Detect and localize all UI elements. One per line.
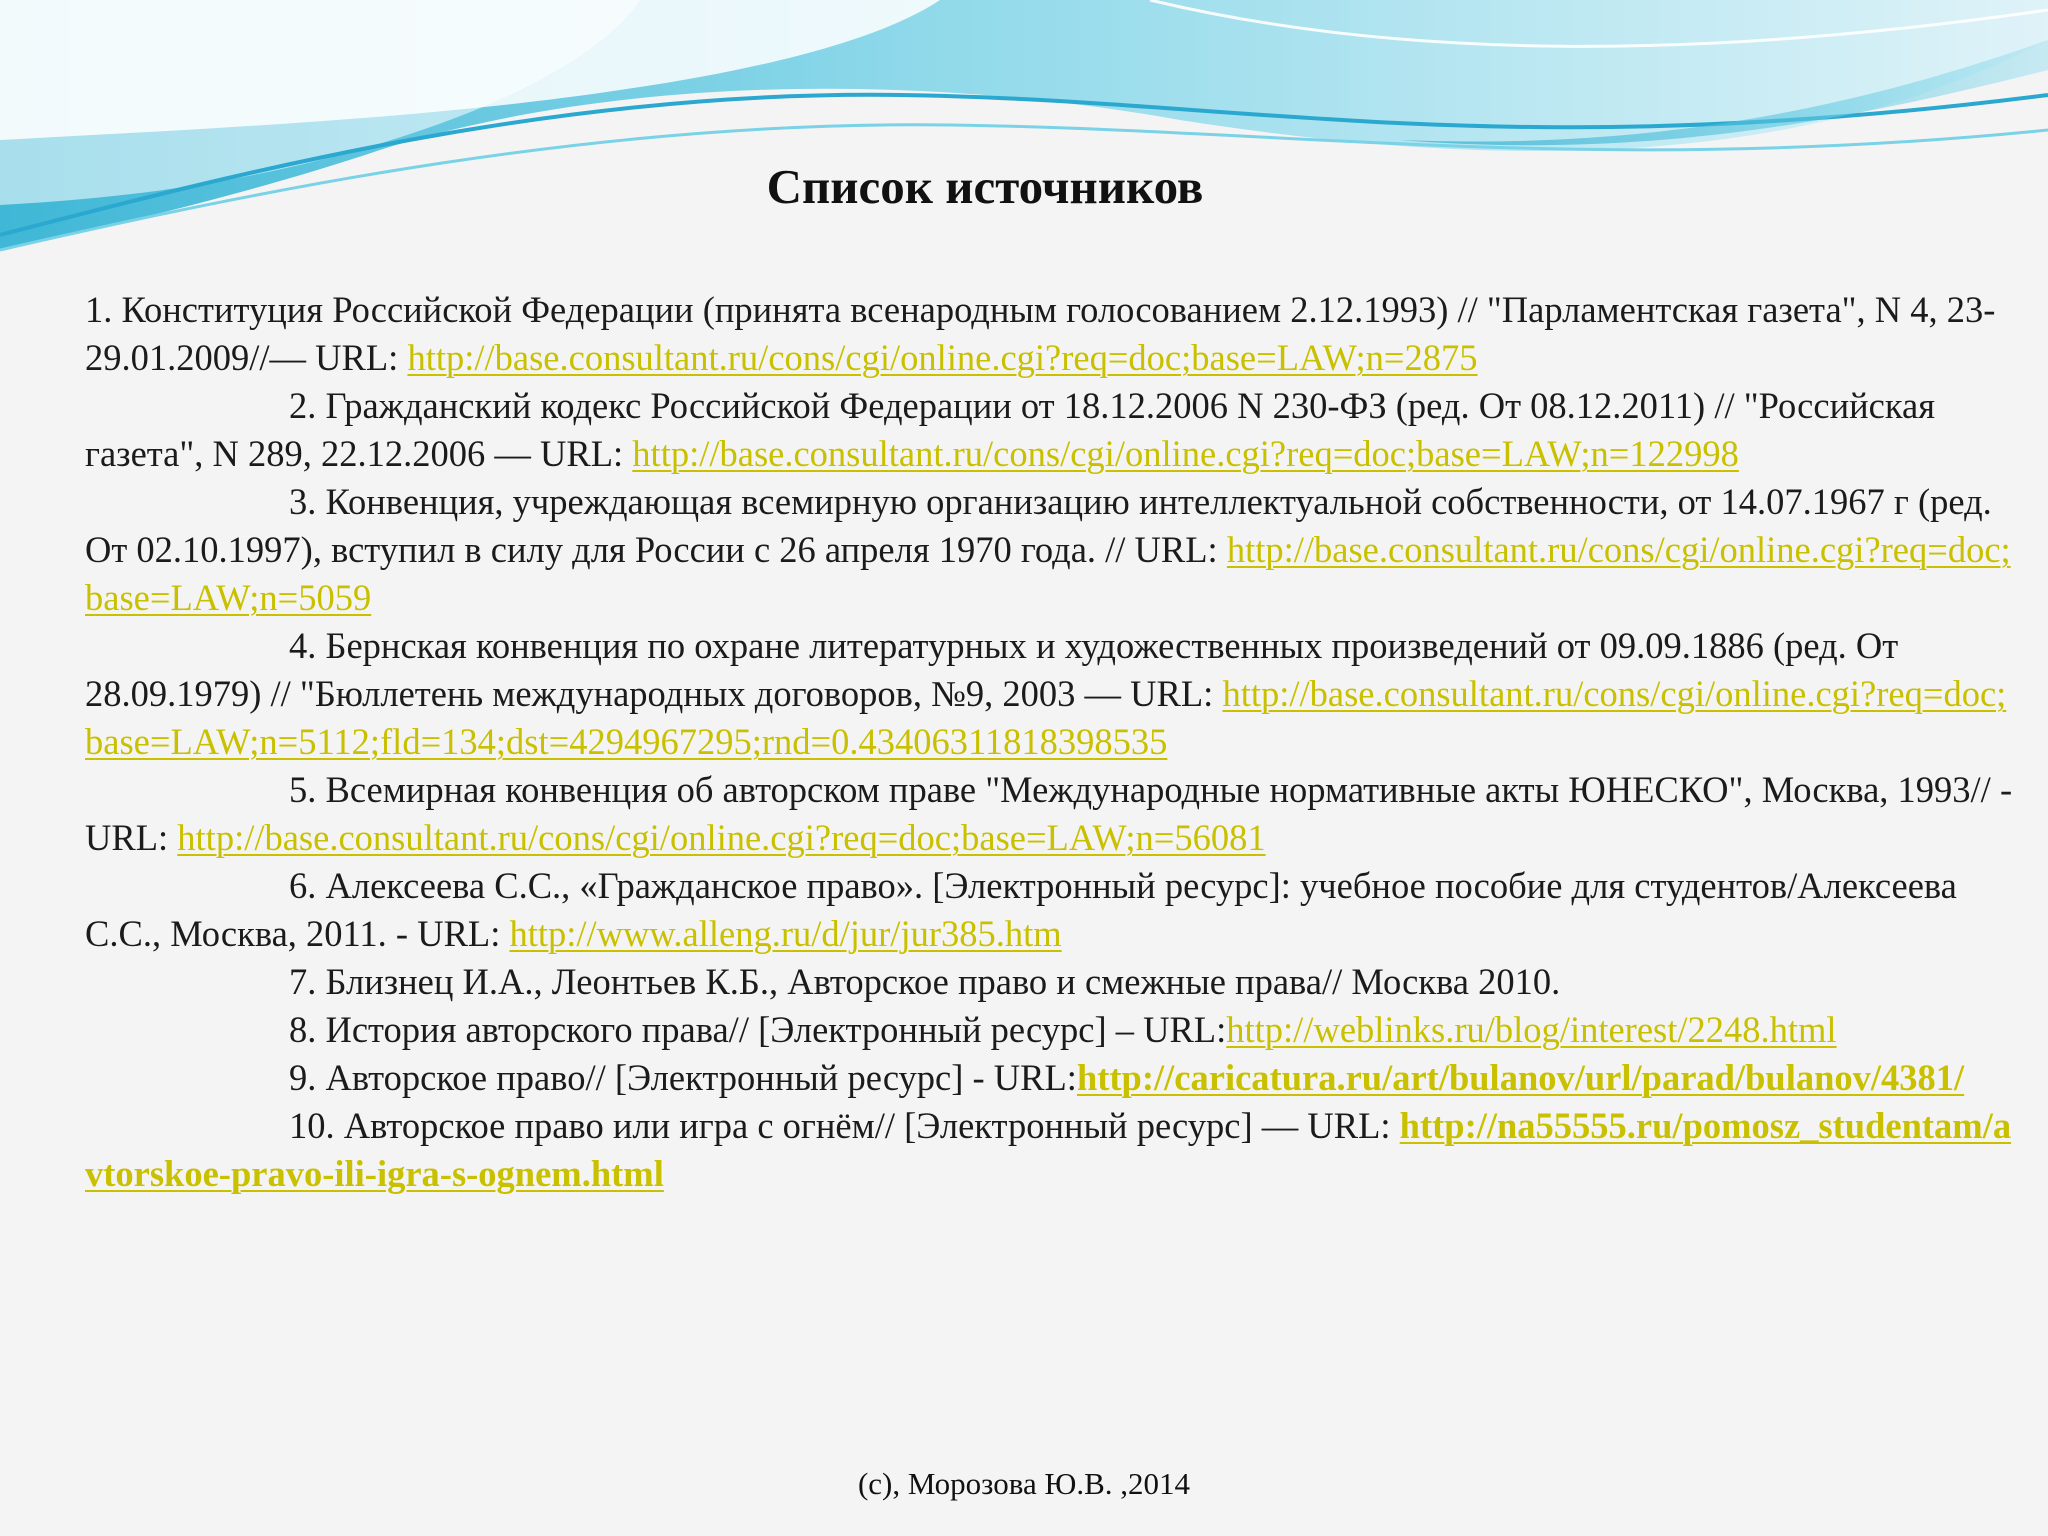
source-text: 8. История авторского права// [Электронный ресурс] – URL: bbox=[289, 1009, 1227, 1050]
source-entry-2 bbox=[85, 382, 2015, 478]
source-text: 3. Конвенция, учреждающая всемирную организацию интеллектуальной собственности, от 14.07.1967 г (ред. От 02.10.1997), вступил в силу для России с 26 апреля 1970 года. // URL: bbox=[85, 481, 1992, 570]
source-entry-4 bbox=[85, 622, 2015, 766]
source-link[interactable]: http://na55555.ru/pomosz_studentam/avtorskoe-pravo-ili-igra-s-ognem.html bbox=[85, 1105, 2012, 1194]
source-text: 6. Алексеева С.С., «Гражданское право». [Электронный ресурс]: учебное пособие для студентов/Алексеева С.С., Москва, 2011. - URL: bbox=[85, 865, 1957, 954]
source-text: 9. Авторское право// [Электронный ресурс] - URL: bbox=[289, 1057, 1077, 1098]
source-link[interactable]: http://base.consultant.ru/cons/cgi/online.cgi?req=doc;base=LAW;n=122998 bbox=[632, 433, 1739, 474]
source-text: 7. Близнец И.А., Леонтьев К.Б., Авторское право и смежные права// Москва 2010. bbox=[289, 961, 1561, 1002]
source-entry-3 bbox=[85, 478, 2015, 622]
source-text: 1. Конституция Российской Федерации (принята всенародным голосованием 2.12.1993) // "Парламентская газета", N 4, 23-29.01.2009//— URL: bbox=[85, 289, 1996, 378]
source-link[interactable]: http://www.alleng.ru/d/jur/jur385.htm bbox=[509, 913, 1062, 954]
source-text: 4. Бернская конвенция по охране литературных и художественных произведений от 09.09.1886 (ред. От 28.09.1979) // "Бюллетень международных договоров, №9, 2003 — URL: bbox=[85, 625, 1899, 714]
source-link[interactable]: http://caricatura.ru/art/bulanov/url/parad/bulanov/4381/ bbox=[1076, 1057, 1965, 1098]
source-entry-5 bbox=[85, 766, 2015, 862]
source-entry-8 bbox=[85, 1006, 2015, 1054]
source-entry-9 bbox=[85, 1054, 2015, 1102]
source-entry-1 bbox=[85, 286, 2015, 382]
source-entry-6 bbox=[85, 862, 2015, 958]
source-link[interactable]: http://base.consultant.ru/cons/cgi/online.cgi?req=doc;base=LAW;n=5059 bbox=[85, 529, 2011, 618]
sources-list bbox=[85, 286, 2015, 1198]
source-link[interactable]: http://base.consultant.ru/cons/cgi/online.cgi?req=doc;base=LAW;n=5112;fld=134;dst=4294967295;rnd=0.43406311818398535 bbox=[85, 673, 2007, 762]
footer-copyright: (с), Морозова Ю.В. ,2014 bbox=[857, 1466, 1191, 1501]
source-text: 10. Авторское право или игра с огнём// [Электронный ресурс] — URL: bbox=[289, 1105, 1400, 1146]
source-entry-10 bbox=[85, 1102, 2015, 1198]
source-entry-7 bbox=[85, 958, 2015, 1006]
source-text: 5. Всемирная конвенция об авторском праве "Международные нормативные акты ЮНЕСКО", Москва, 1993// - URL: bbox=[85, 769, 2013, 858]
source-link[interactable]: http://weblinks.ru/blog/interest/2248.html bbox=[1226, 1009, 1837, 1050]
source-text: 2. Гражданский кодекс Российской Федерации от 18.12.2006 N 230-ФЗ (ред. От 08.12.2011) // "Российская газета", N 289, 22.12.2006 — URL: bbox=[85, 385, 1936, 474]
source-link[interactable]: http://base.consultant.ru/cons/cgi/online.cgi?req=doc;base=LAW;n=56081 bbox=[177, 817, 1266, 858]
source-link[interactable]: http://base.consultant.ru/cons/cgi/online.cgi?req=doc;base=LAW;n=2875 bbox=[407, 337, 1478, 378]
slide-title: Список источников bbox=[766, 159, 1204, 214]
